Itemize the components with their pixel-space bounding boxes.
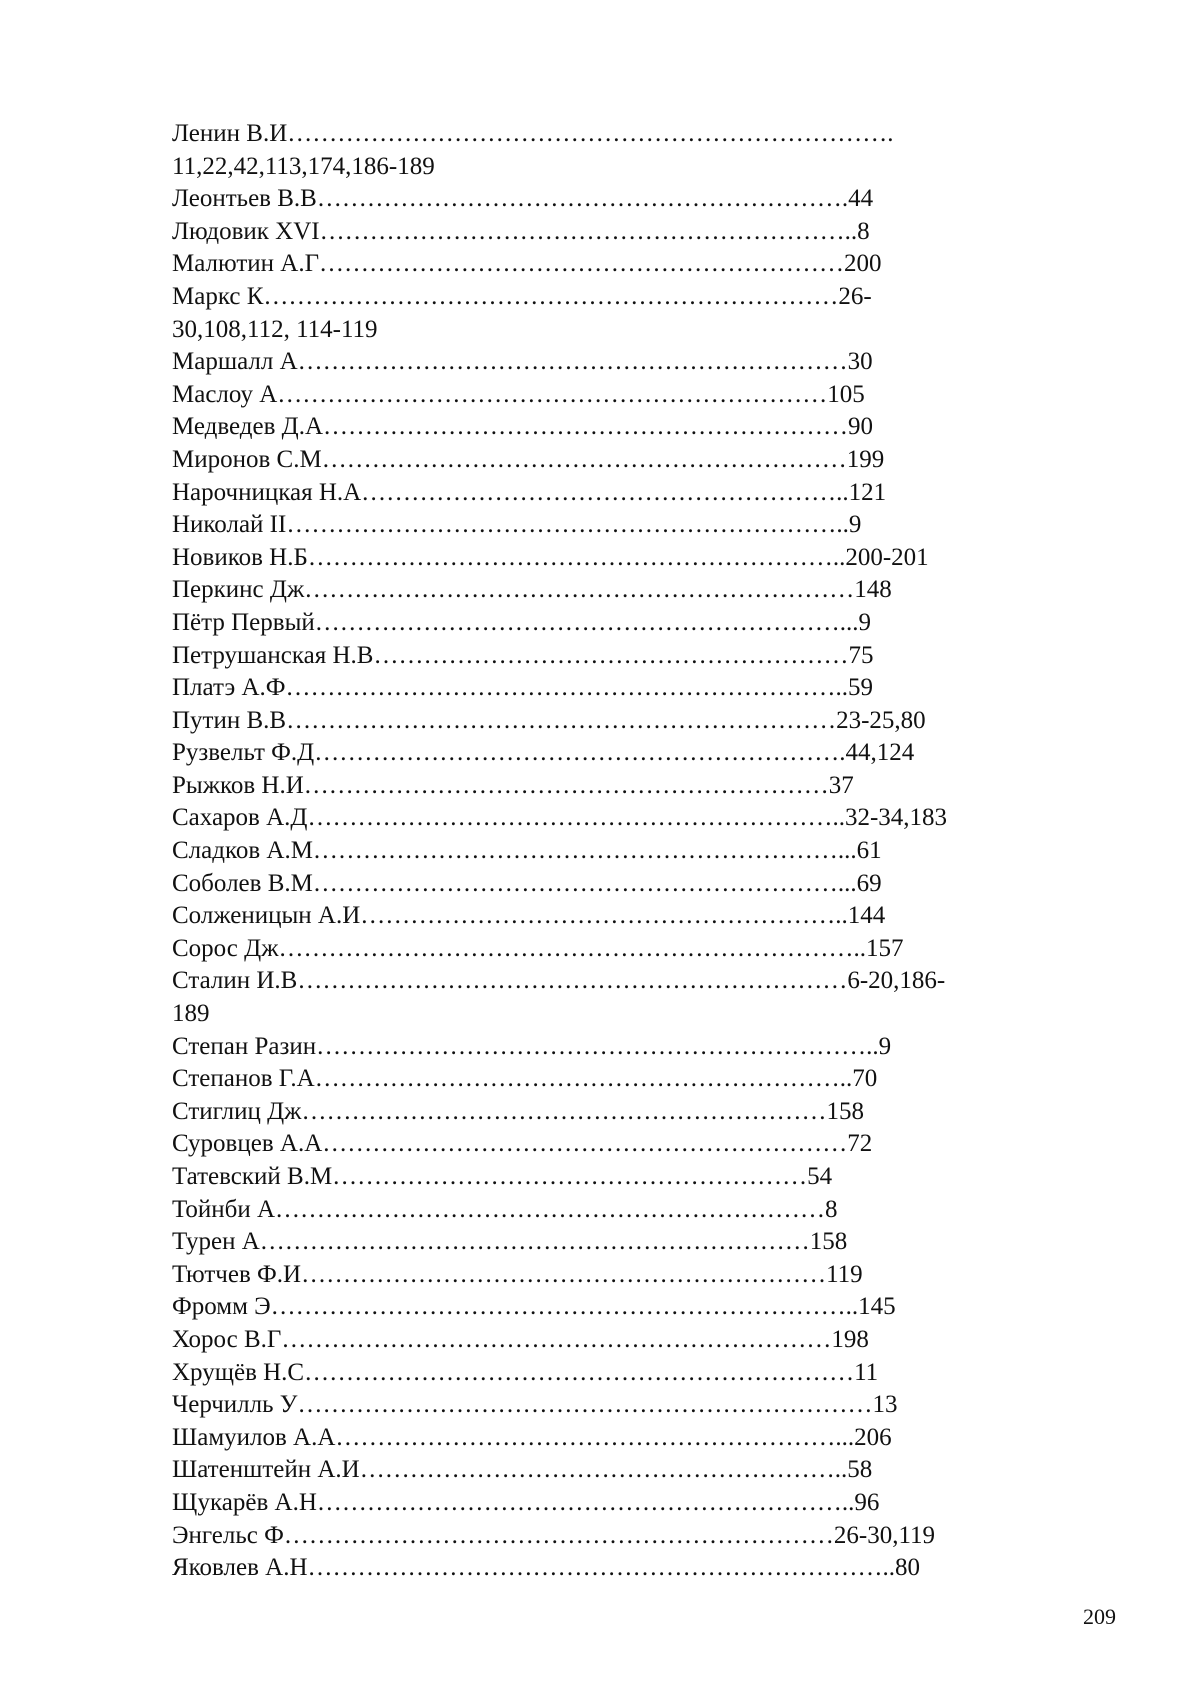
index-line: Черчилль У……………………………………………………………13 bbox=[172, 1391, 898, 1419]
index-line: Шатенштейн А.И…………………………………………………..58 bbox=[172, 1456, 873, 1484]
index-line: Платэ А.Ф…………………………………………………………..59 bbox=[172, 674, 874, 702]
name-index-list bbox=[172, 118, 1132, 1585]
index-line: Петрушанская Н.В…………………………………………………75 bbox=[172, 641, 874, 669]
index-line: Тойнби А…………………………………………………………8 bbox=[172, 1195, 838, 1223]
index-line: Путин В.В…………………………………………………………23-25,80 bbox=[172, 706, 926, 734]
index-line: Малютин А.Г………………………………………………………200 bbox=[172, 250, 882, 278]
index-line: Фромм Э……………………………………………………………..145 bbox=[172, 1293, 896, 1321]
index-line: Рыжков Н.И………………………………………………………37 bbox=[172, 771, 854, 799]
index-line: Хорос В.Г…………………………………………………………198 bbox=[172, 1325, 869, 1353]
index-line: Перкинс Дж…………………………………………………………148 bbox=[172, 576, 892, 604]
index-line: Маркс К……………………………………………………………26- bbox=[172, 282, 872, 310]
index-line: Нарочницкая Н.А…………………………………………………..121 bbox=[172, 478, 887, 506]
page-number: 209 bbox=[1083, 1604, 1116, 1629]
index-line: Тютчев Ф.И………………………………………………………119 bbox=[172, 1260, 863, 1288]
index-line: Солженицын А.И…………………………………………………..144 bbox=[172, 902, 886, 930]
index-line: Пётр Первый………………………………………………………...9 bbox=[172, 608, 872, 636]
index-line: 11,22,42,113,174,186-189 bbox=[172, 152, 435, 180]
index-line: Медведев Д.А………………………………………………………90 bbox=[172, 413, 874, 441]
index-line: Хрущёв Н.С…………………………………………………………11 bbox=[172, 1358, 879, 1386]
index-line: Рузвельт Ф.Д……………………………………………………….44,124 bbox=[172, 739, 915, 767]
index-line: Людовик XVI………………………………………………………..8 bbox=[172, 217, 870, 245]
index-line: Стиглиц Дж………………………………………………………158 bbox=[172, 1097, 864, 1125]
index-line: Энгельс Ф…………………………………………………………26-30,119 bbox=[172, 1521, 936, 1549]
index-line: 189 bbox=[172, 1000, 210, 1028]
index-line: Сладков А.М………………………………………………………...61 bbox=[172, 837, 882, 865]
index-line: Новиков Н.Б………………………………………………………..200-201 bbox=[172, 543, 929, 571]
index-line: Суровцев А.А………………………………………………………72 bbox=[172, 1130, 873, 1158]
index-line: Ленин В.И………………………………………………………………. bbox=[172, 120, 894, 147]
index-line: Соболев В.М………………………………………………………...69 bbox=[172, 869, 882, 897]
index-line: 30,108,112, 114-119 bbox=[172, 315, 378, 343]
index-line: Яковлев А.Н……………………………………………………………..80 bbox=[172, 1554, 921, 1582]
index-line: Сахаров А.Д………………………………………………………..32-34,183 bbox=[172, 804, 948, 832]
index-line: Миронов С.М………………………………………………………199 bbox=[172, 445, 885, 473]
index-line: Маслоу А…………………………………………………………105 bbox=[172, 380, 865, 408]
index-line: Сталин И.В…………………………………………………………6-20,186- bbox=[172, 967, 946, 995]
index-line: Николай II…………………………………………………………..9 bbox=[172, 511, 862, 539]
index-line: Шамуилов А.А……………………………………………………...206 bbox=[172, 1423, 892, 1451]
index-line: Леонтьев В.В……………………………………………………….44 bbox=[172, 185, 874, 213]
index-line: Степанов Г.А………………………………………………………..70 bbox=[172, 1065, 878, 1093]
index-line: Турен А…………………………………………………………158 bbox=[172, 1228, 848, 1256]
index-line: Маршалл А…………………………………………………………30 bbox=[172, 348, 873, 376]
index-line: Щукарёв А.Н………………………………………………………..96 bbox=[172, 1488, 880, 1516]
index-line: Степан Разин…………………………………………………………..9 bbox=[172, 1032, 892, 1060]
index-line: Татевский В.М…………………………………………………54 bbox=[172, 1163, 833, 1190]
index-line: Сорос Дж……………………………………………………………..157 bbox=[172, 934, 904, 962]
